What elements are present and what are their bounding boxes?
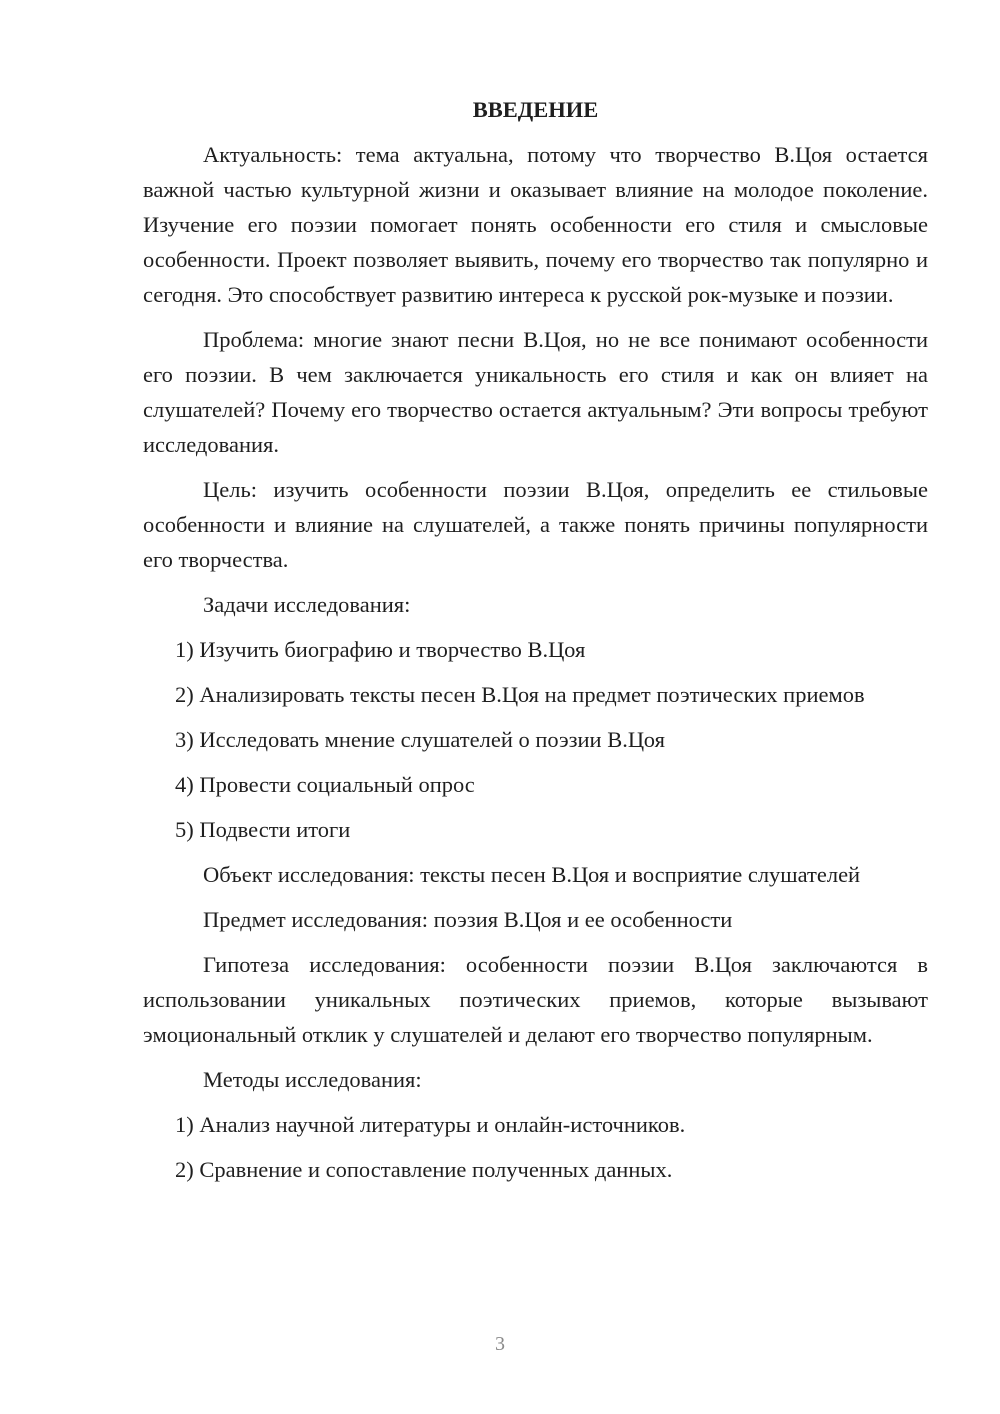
page-title: ВВЕДЕНИЕ [472,97,599,122]
task-item: 5) Подвести итоги [175,817,351,842]
page-body [143,92,928,1197]
tasks-heading: Задачи исследования: [203,592,411,617]
subject-line: Предмет исследования: поэзия В.Цоя и ее особенности [203,907,733,932]
goal-paragraph: Цель: изучить особенности поэзии В.Цоя, определить ее стильовые особенности и влияние на слушателей, а также понять причины популярности его творчества. [143,477,928,572]
methods-heading: Методы исследования: [203,1067,422,1092]
task-item: 4) Провести социальный опрос [175,772,475,797]
page-number: 3 [495,1333,505,1355]
method-item: 2) Сравнение и сопоставление полученных данных. [175,1157,673,1182]
object-line: Объект исследования: тексты песен В.Цоя и восприятие слушателей [203,862,861,887]
relevance-paragraph: Актуальность: тема актуальна, потому что творчество В.Цоя остается важной частью культурной жизни и оказывает влияние на молодое поколение. Изучение его поэзии помогает понять особенности его стиля и смысловые особенности. Проект позволяет выявить, почему его творчество так популярно и сегодня. Это способствует развитию интереса к русской рок-музыке и поэзии. [143,142,928,307]
hypothesis-paragraph: Гипотеза исследования: особенности поэзии В.Цоя заключаются в использовании уникальных поэтических приемов, которые вызывают эмоциональный отклик у слушателей и делают его творчество популярным. [143,952,928,1047]
task-item: 3) Исследовать мнение слушателей о поэзии В.Цоя [175,727,665,752]
task-item: 1) Изучить биографию и творчество В.Цоя [175,637,586,662]
task-item: 2) Анализировать тексты песен В.Цоя на предмет поэтических приемов [175,682,865,707]
problem-paragraph: Проблема: многие знают песни В.Цоя, но не все понимают особенности его поэзии. В чем заключается уникальность его стиля и как он влияет на слушателей? Почему его творчество остается актуальным? Эти вопросы требуют исследования. [143,327,928,457]
method-item: 1) Анализ научной литературы и онлайн-источников. [175,1112,686,1137]
